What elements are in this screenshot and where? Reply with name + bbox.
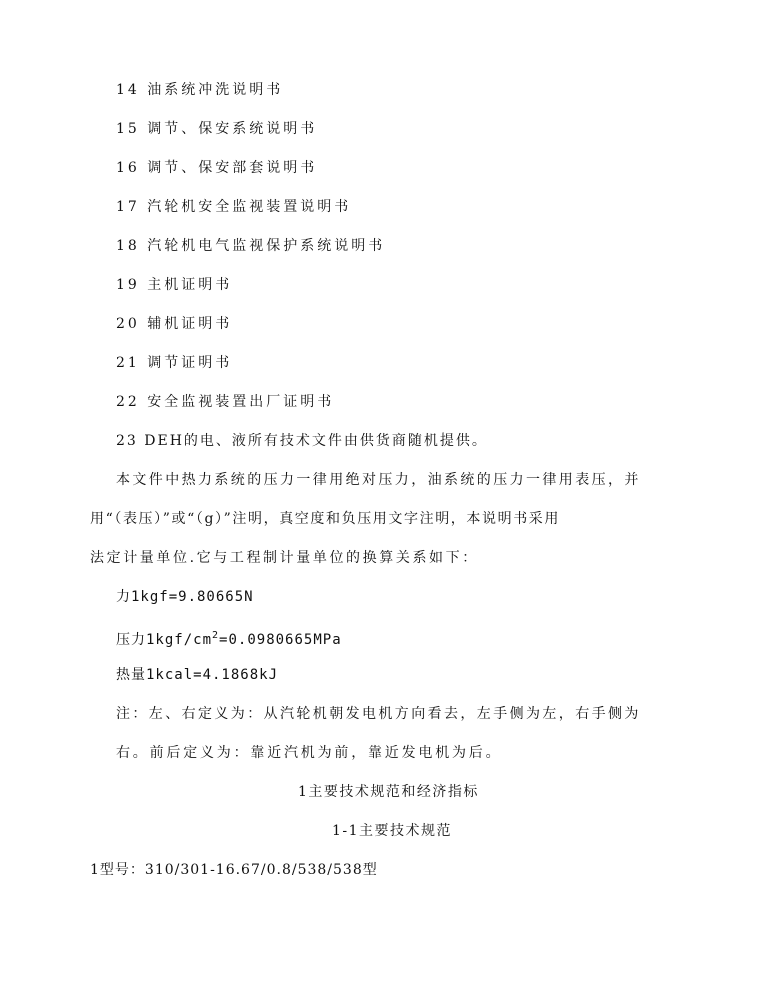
list-item: 22 安全监视装置出厂证明书 — [116, 394, 335, 410]
list-item: 23 DEH的电、液所有技术文件由供货商随机提供。 — [116, 433, 488, 449]
unit-force: 力1kgf=9.80665N — [116, 589, 254, 605]
unit-pressure-prefix: 压力1kgf/cm — [116, 632, 213, 648]
note-line: 注：左、右定义为：从汽轮机朝发电机方向看去，左手侧为左，右手侧为 — [116, 706, 641, 722]
subsection-title: 1-1主要技术规范 — [332, 823, 453, 839]
list-item: 21 调节证明书 — [116, 355, 233, 371]
list-item: 14 油系统冲洗说明书 — [116, 82, 284, 98]
list-item: 17 汽轮机安全监视装置说明书 — [116, 199, 352, 215]
section-title: 1主要技术规范和经济指标 — [298, 784, 479, 800]
list-item: 18 汽轮机电气监视保护系统说明书 — [116, 238, 386, 254]
paragraph-line: 本文件中热力系统的压力一律用绝对压力，油系统的压力一律用表压，并 — [116, 472, 641, 488]
unit-pressure-sup: 2 — [212, 630, 220, 641]
note-line: 右。前后定义为：靠近汽机为前，靠近发电机为后。 — [116, 745, 503, 761]
unit-pressure-suffix: =0.0980665MPa — [219, 632, 342, 648]
paragraph-line: 法定计量单位.它与工程制计量单位的换算关系如下： — [90, 550, 479, 566]
list-item: 15 调节、保安系统说明书 — [116, 121, 318, 137]
list-item: 20 辅机证明书 — [116, 316, 233, 332]
unit-heat: 热量1kcal=4.1868kJ — [116, 667, 279, 683]
list-item: 16 调节、保安部套说明书 — [116, 160, 318, 176]
list-item: 19 主机证明书 — [116, 277, 233, 293]
unit-pressure — [116, 626, 342, 650]
paragraph-line: 用“（表压）”或“（g）”注明，真空度和负压用文字注明，本说明书采用 — [90, 511, 560, 527]
model-line: 1型号：310/301-16.67/0.8/538/538型 — [90, 862, 378, 878]
